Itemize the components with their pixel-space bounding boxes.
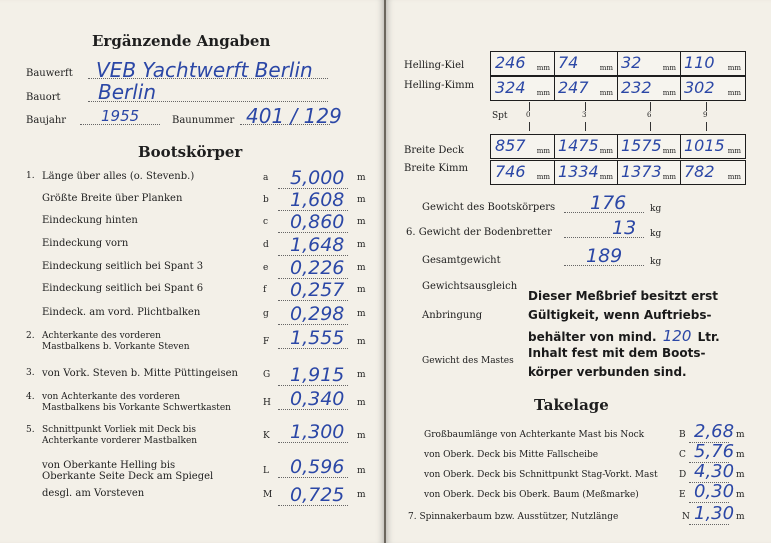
cell-value: 1475 (558, 136, 599, 155)
stamp-line-1: Dieser Meßbrief besitzt erst (528, 289, 719, 303)
row-letter: g (263, 309, 269, 319)
row-letter: f (263, 285, 267, 295)
cell-unit: mm (536, 89, 550, 97)
row-value: 0,226 (290, 257, 345, 279)
table-cell (617, 52, 681, 75)
baujahr-label: Baujahr (26, 115, 67, 126)
spt-tick-label: 3 (582, 111, 587, 119)
spt-tick-label: 6 (647, 111, 652, 119)
section-takelage: Takelage (534, 396, 609, 414)
row-label: Eindeckung hinten (42, 215, 138, 226)
row-unit: m (357, 263, 366, 273)
table-cell (680, 161, 745, 184)
cell-unit: mm (662, 147, 676, 155)
stamp-line-3a: behälter von mind. (528, 330, 657, 344)
row-unit: m (357, 337, 366, 347)
table-cell (491, 52, 555, 75)
cell-value: 302 (684, 78, 715, 97)
table-cell (554, 52, 618, 75)
row-letter: e (263, 263, 269, 273)
rig-letter: D (679, 470, 687, 480)
cell-unit: mm (599, 89, 613, 97)
row-label: von Achterkante des vorderen (42, 392, 181, 402)
spt-label: Spt (492, 111, 508, 121)
rig-unit: m (736, 470, 745, 480)
spt-tick-mark (650, 102, 651, 111)
row-label: Schnittpunkt Vorliek mit Deck bis (42, 425, 197, 435)
row-number: 3. (26, 368, 35, 378)
cell-unit: mm (536, 173, 550, 181)
gewicht-boden-label: 6. Gewicht der Bodenbretter (406, 227, 552, 238)
baujahr-value: 1955 (101, 107, 140, 125)
stamp-line-4: Inhalt fest mit dem Boots- (528, 346, 706, 360)
cell-value: 110 (684, 53, 715, 72)
rig-unit: m (736, 512, 745, 522)
row-letter: a (263, 173, 269, 183)
row-letter: H (263, 398, 271, 408)
cell-unit: mm (599, 173, 613, 181)
table-cell (680, 77, 745, 100)
spt-tick-mark (529, 122, 530, 131)
anbringung-label: Anbringung (422, 310, 483, 321)
row-value: 1,608 (290, 189, 345, 211)
cell-unit: mm (662, 173, 676, 181)
row-number: 1. (26, 171, 35, 181)
gesamt-value: 189 (586, 245, 623, 267)
row-label: Eindeckung vorn (42, 238, 129, 249)
helling-kiel-label: Helling-Kiel (404, 60, 465, 71)
row-value: 0,340 (290, 388, 345, 410)
rig-letter: E (679, 490, 686, 500)
spt-tick-mark (585, 102, 586, 111)
row-number: 5. (26, 425, 35, 435)
breite-kimm-label: Breite Kimm (404, 163, 468, 174)
gewicht-mastes-label: Gewicht des Mastes (422, 356, 514, 366)
table-cell (680, 135, 745, 158)
rig-label: 7. Spinnakerbaum bzw. Ausstützer, Nutzlänge (408, 512, 619, 522)
stamp-line-3 (528, 327, 720, 345)
rig-value: 4,30 (694, 461, 735, 482)
row-label: Größte Breite über Planken (42, 193, 183, 204)
row-unit: m (357, 466, 366, 476)
cell-unit: mm (536, 64, 550, 72)
row-unit: m (357, 309, 366, 319)
cell-unit: mm (727, 89, 741, 97)
spt-tick-mark (706, 102, 707, 111)
row-label: Eindeck. am vord. Plichtbalken (42, 307, 201, 318)
baunummer-label: Baunummer (172, 115, 235, 126)
breite-deck-label: Breite Deck (404, 145, 464, 156)
rig-unit: m (736, 490, 745, 500)
helling-kiel-table (490, 51, 746, 76)
row-value: 0,725 (290, 484, 345, 506)
cell-unit: mm (727, 173, 741, 181)
row-label: Länge über alles (o. Stevenb.) (42, 171, 195, 182)
row-label: Achterkante des vorderen (42, 331, 161, 341)
row-unit: m (357, 285, 366, 295)
helling-kimm-label: Helling-Kimm (404, 80, 475, 91)
bauwerft-label: Bauwerft (26, 68, 73, 79)
rig-value: 0,30 (694, 481, 735, 502)
rig-label: von Oberk. Deck bis Oberk. Baum (Meßmarke) (424, 490, 639, 500)
table-cell (680, 52, 745, 75)
cell-value: 1334 (558, 162, 599, 181)
gewicht-boot-value: 176 (590, 192, 627, 214)
rig-letter: B (679, 430, 686, 440)
cell-value: 1575 (621, 136, 662, 155)
row-label: von Vork. Steven b. Mitte Püttingeisen (42, 368, 238, 379)
row-value: 1,915 (290, 364, 345, 386)
row-unit: m (357, 240, 366, 250)
kg-unit: kg (650, 229, 662, 239)
row-label: Mastbalkens b. Vorkante Steven (42, 342, 190, 352)
spt-tick-label: 0 (526, 111, 531, 119)
row-value: 1,648 (290, 234, 345, 256)
rig-label: von Oberk. Deck bis Schnittpunkt Stag-Vorkt. Mast (424, 470, 658, 480)
cell-value: 324 (495, 78, 526, 97)
row-label: Achterkante vorderer Mastbalken (42, 436, 198, 446)
row-letter: K (263, 431, 270, 441)
spt-tick-mark (585, 122, 586, 131)
rig-value: 2,68 (694, 421, 735, 442)
cell-unit: mm (599, 147, 613, 155)
cell-unit: mm (599, 64, 613, 72)
row-unit: m (357, 431, 366, 441)
row-letter: c (263, 217, 269, 227)
cell-value: 782 (684, 162, 715, 181)
row-number: 2. (26, 331, 35, 341)
row-value: 5,000 (290, 167, 345, 189)
cell-value: 232 (621, 78, 652, 97)
left-page (0, 0, 385, 543)
row-letter: M (263, 490, 273, 500)
spt-tick-mark (706, 122, 707, 131)
rig-label: Großbaumlänge von Achterkante Mast bis Nock (424, 430, 645, 440)
helling-kimm-table (490, 76, 746, 101)
bauort-label: Bauort (26, 92, 61, 103)
cell-value: 247 (558, 78, 589, 97)
table-cell (554, 135, 618, 158)
row-letter: G (263, 370, 271, 380)
rig-letter: C (679, 450, 686, 460)
row-unit: m (357, 217, 366, 227)
cell-unit: mm (662, 89, 676, 97)
row-number: 4. (26, 392, 35, 402)
rig-unit: m (736, 450, 745, 460)
cell-value: 32 (621, 53, 642, 72)
gewicht-boden-value: 13 (612, 217, 637, 239)
auftrieb-volume-value: 120 (662, 327, 692, 345)
row-label: desgl. am Vorsteven (42, 488, 145, 499)
table-cell (491, 77, 555, 100)
spt-tick-mark (529, 102, 530, 111)
row-value: 1,555 (290, 327, 345, 349)
section-bootskoerper: Bootskörper (138, 143, 243, 161)
kg-unit: kg (650, 204, 662, 214)
row-letter: L (263, 466, 269, 476)
row-label: von Oberkante Helling bis (42, 460, 176, 471)
cell-value: 246 (495, 53, 526, 72)
rig-value: 1,30 (694, 503, 735, 524)
row-value: 0,860 (290, 211, 345, 233)
cell-unit: mm (536, 147, 550, 155)
heading-ergaenzende-angaben: Ergänzende Angaben (92, 32, 271, 50)
cell-value: 1373 (621, 162, 662, 181)
kg-unit: kg (650, 257, 662, 267)
row-label: Oberkante Seite Deck am Spiegel (42, 471, 214, 482)
table-cell (617, 77, 681, 100)
row-letter: b (263, 195, 269, 205)
row-unit: m (357, 195, 366, 205)
gewichtsausgleich-label: Gewichtsausgleich (422, 281, 518, 292)
rig-line (689, 524, 729, 525)
cell-unit: mm (727, 147, 741, 155)
stamp-line-5: körper verbunden sind. (528, 365, 687, 379)
row-label: Eindeckung seitlich bei Spant 6 (42, 283, 204, 294)
table-cell (491, 135, 555, 158)
row-label: Eindeckung seitlich bei Spant 3 (42, 261, 204, 272)
rig-value: 5,76 (694, 441, 735, 462)
row-value: 1,300 (290, 421, 345, 443)
stamp-line-2: Gültigkeit, wenn Auftriebs- (528, 308, 712, 322)
row-letter: F (263, 337, 270, 347)
cell-value: 857 (495, 136, 526, 155)
right-page (386, 0, 771, 543)
breite-deck-table (490, 134, 746, 159)
gesamt-label: Gesamtgewicht (422, 255, 501, 266)
table-cell (554, 161, 618, 184)
row-unit: m (357, 398, 366, 408)
row-unit: m (357, 173, 366, 183)
baunummer-value: 401 / 129 (246, 104, 342, 128)
stamp-line-3b: Ltr. (697, 330, 720, 344)
spt-tick-label: 9 (703, 111, 708, 119)
gewicht-boot-label: Gewicht des Bootskörpers (422, 202, 556, 213)
cell-value: 1015 (684, 136, 725, 155)
table-cell (491, 161, 555, 184)
table-cell (617, 161, 681, 184)
table-cell (554, 77, 618, 100)
row-value: 0,596 (290, 456, 345, 478)
row-value: 0,257 (290, 279, 345, 301)
spt-tick-mark (650, 122, 651, 131)
breite-kimm-table (490, 160, 746, 185)
bauwerft-value: VEB Yachtwerft Berlin (96, 58, 313, 82)
cell-value: 74 (558, 53, 579, 72)
cell-unit: mm (727, 64, 741, 72)
cell-unit: mm (662, 64, 676, 72)
row-letter: d (263, 240, 269, 250)
row-unit: m (357, 370, 366, 380)
bauort-value: Berlin (98, 80, 157, 104)
row-value: 0,298 (290, 303, 345, 325)
row-label: Mastbalkens bis Vorkante Schwertkasten (42, 403, 231, 413)
rig-letter: N (682, 512, 690, 522)
table-cell (617, 135, 681, 158)
rig-unit: m (736, 430, 745, 440)
rig-label: von Oberk. Deck bis Mitte Fallscheibe (424, 450, 599, 460)
row-unit: m (357, 490, 366, 500)
cell-value: 746 (495, 162, 526, 181)
